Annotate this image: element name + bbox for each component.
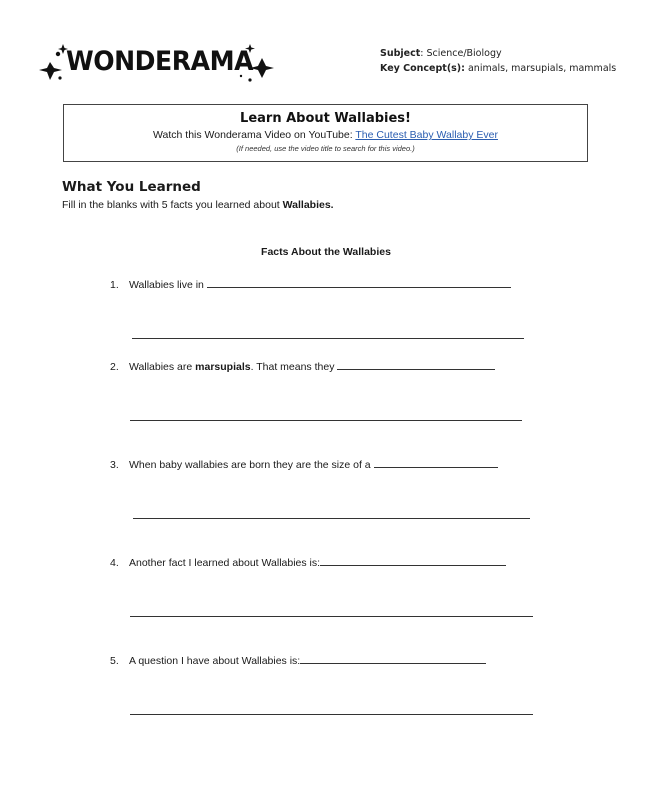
fact-prompt-bold: marsupials <box>195 361 251 373</box>
fact-prompt: Wallabies live in <box>129 279 207 291</box>
answer-blank[interactable] <box>300 654 486 664</box>
answer-blank[interactable] <box>337 360 495 370</box>
instructions-text: Fill in the blanks with 5 facts you learned about <box>62 199 283 211</box>
fact-prompt: Wallabies are <box>129 361 196 373</box>
fact-prompt-suffix: . That means they <box>250 361 338 373</box>
fact-number: 5. <box>110 655 119 667</box>
answer-line[interactable] <box>133 518 530 519</box>
answer-line[interactable] <box>130 616 533 617</box>
fact-number: 4. <box>110 557 119 569</box>
instructions <box>62 199 334 211</box>
fact-item-1 <box>110 278 511 291</box>
search-note: (If needed, use the video title to search for this video.) <box>236 144 415 153</box>
fact-item-2 <box>110 360 495 373</box>
lesson-header-box <box>63 104 588 162</box>
answer-line[interactable] <box>132 338 524 339</box>
fact-item-3 <box>110 458 498 471</box>
subject-label: Subject <box>380 48 421 59</box>
video-link[interactable]: The Cutest Baby Wallaby Ever <box>355 129 498 141</box>
answer-blank[interactable] <box>207 278 511 288</box>
logo-text: WONDERAMA <box>66 46 254 77</box>
answer-line[interactable] <box>130 714 533 715</box>
watch-video-line <box>64 129 587 141</box>
watch-video-text: Watch this Wonderama Video on YouTube: <box>153 129 356 141</box>
lesson-title: Learn About Wallabies! <box>240 111 411 126</box>
fact-number: 2. <box>110 361 119 373</box>
fact-item-5 <box>110 654 486 667</box>
facts-title: Facts About the Wallabies <box>261 246 391 258</box>
fact-prompt: When baby wallabies are born they are the size of a <box>129 459 374 471</box>
key-concepts-label: Key Concept(s): <box>380 63 465 74</box>
key-concepts-line <box>380 61 616 76</box>
subject-info <box>380 46 616 76</box>
wonderama-logo <box>36 40 276 86</box>
answer-blank[interactable] <box>374 458 498 468</box>
subject-value: : Science/Biology <box>420 48 502 59</box>
key-concepts-value: animals, marsupials, mammals <box>464 63 617 74</box>
fact-item-4 <box>110 556 506 569</box>
subject-line <box>380 46 616 61</box>
fact-prompt: Another fact I learned about Wallabies is: <box>129 557 321 569</box>
instructions-bold: Wallabies. <box>282 199 334 211</box>
answer-blank[interactable] <box>320 556 506 566</box>
fact-prompt: A question I have about Wallabies is: <box>129 655 301 667</box>
section-title: What You Learned <box>62 179 201 195</box>
fact-number: 3. <box>110 459 119 471</box>
answer-line[interactable] <box>130 420 522 421</box>
fact-number: 1. <box>110 279 119 291</box>
